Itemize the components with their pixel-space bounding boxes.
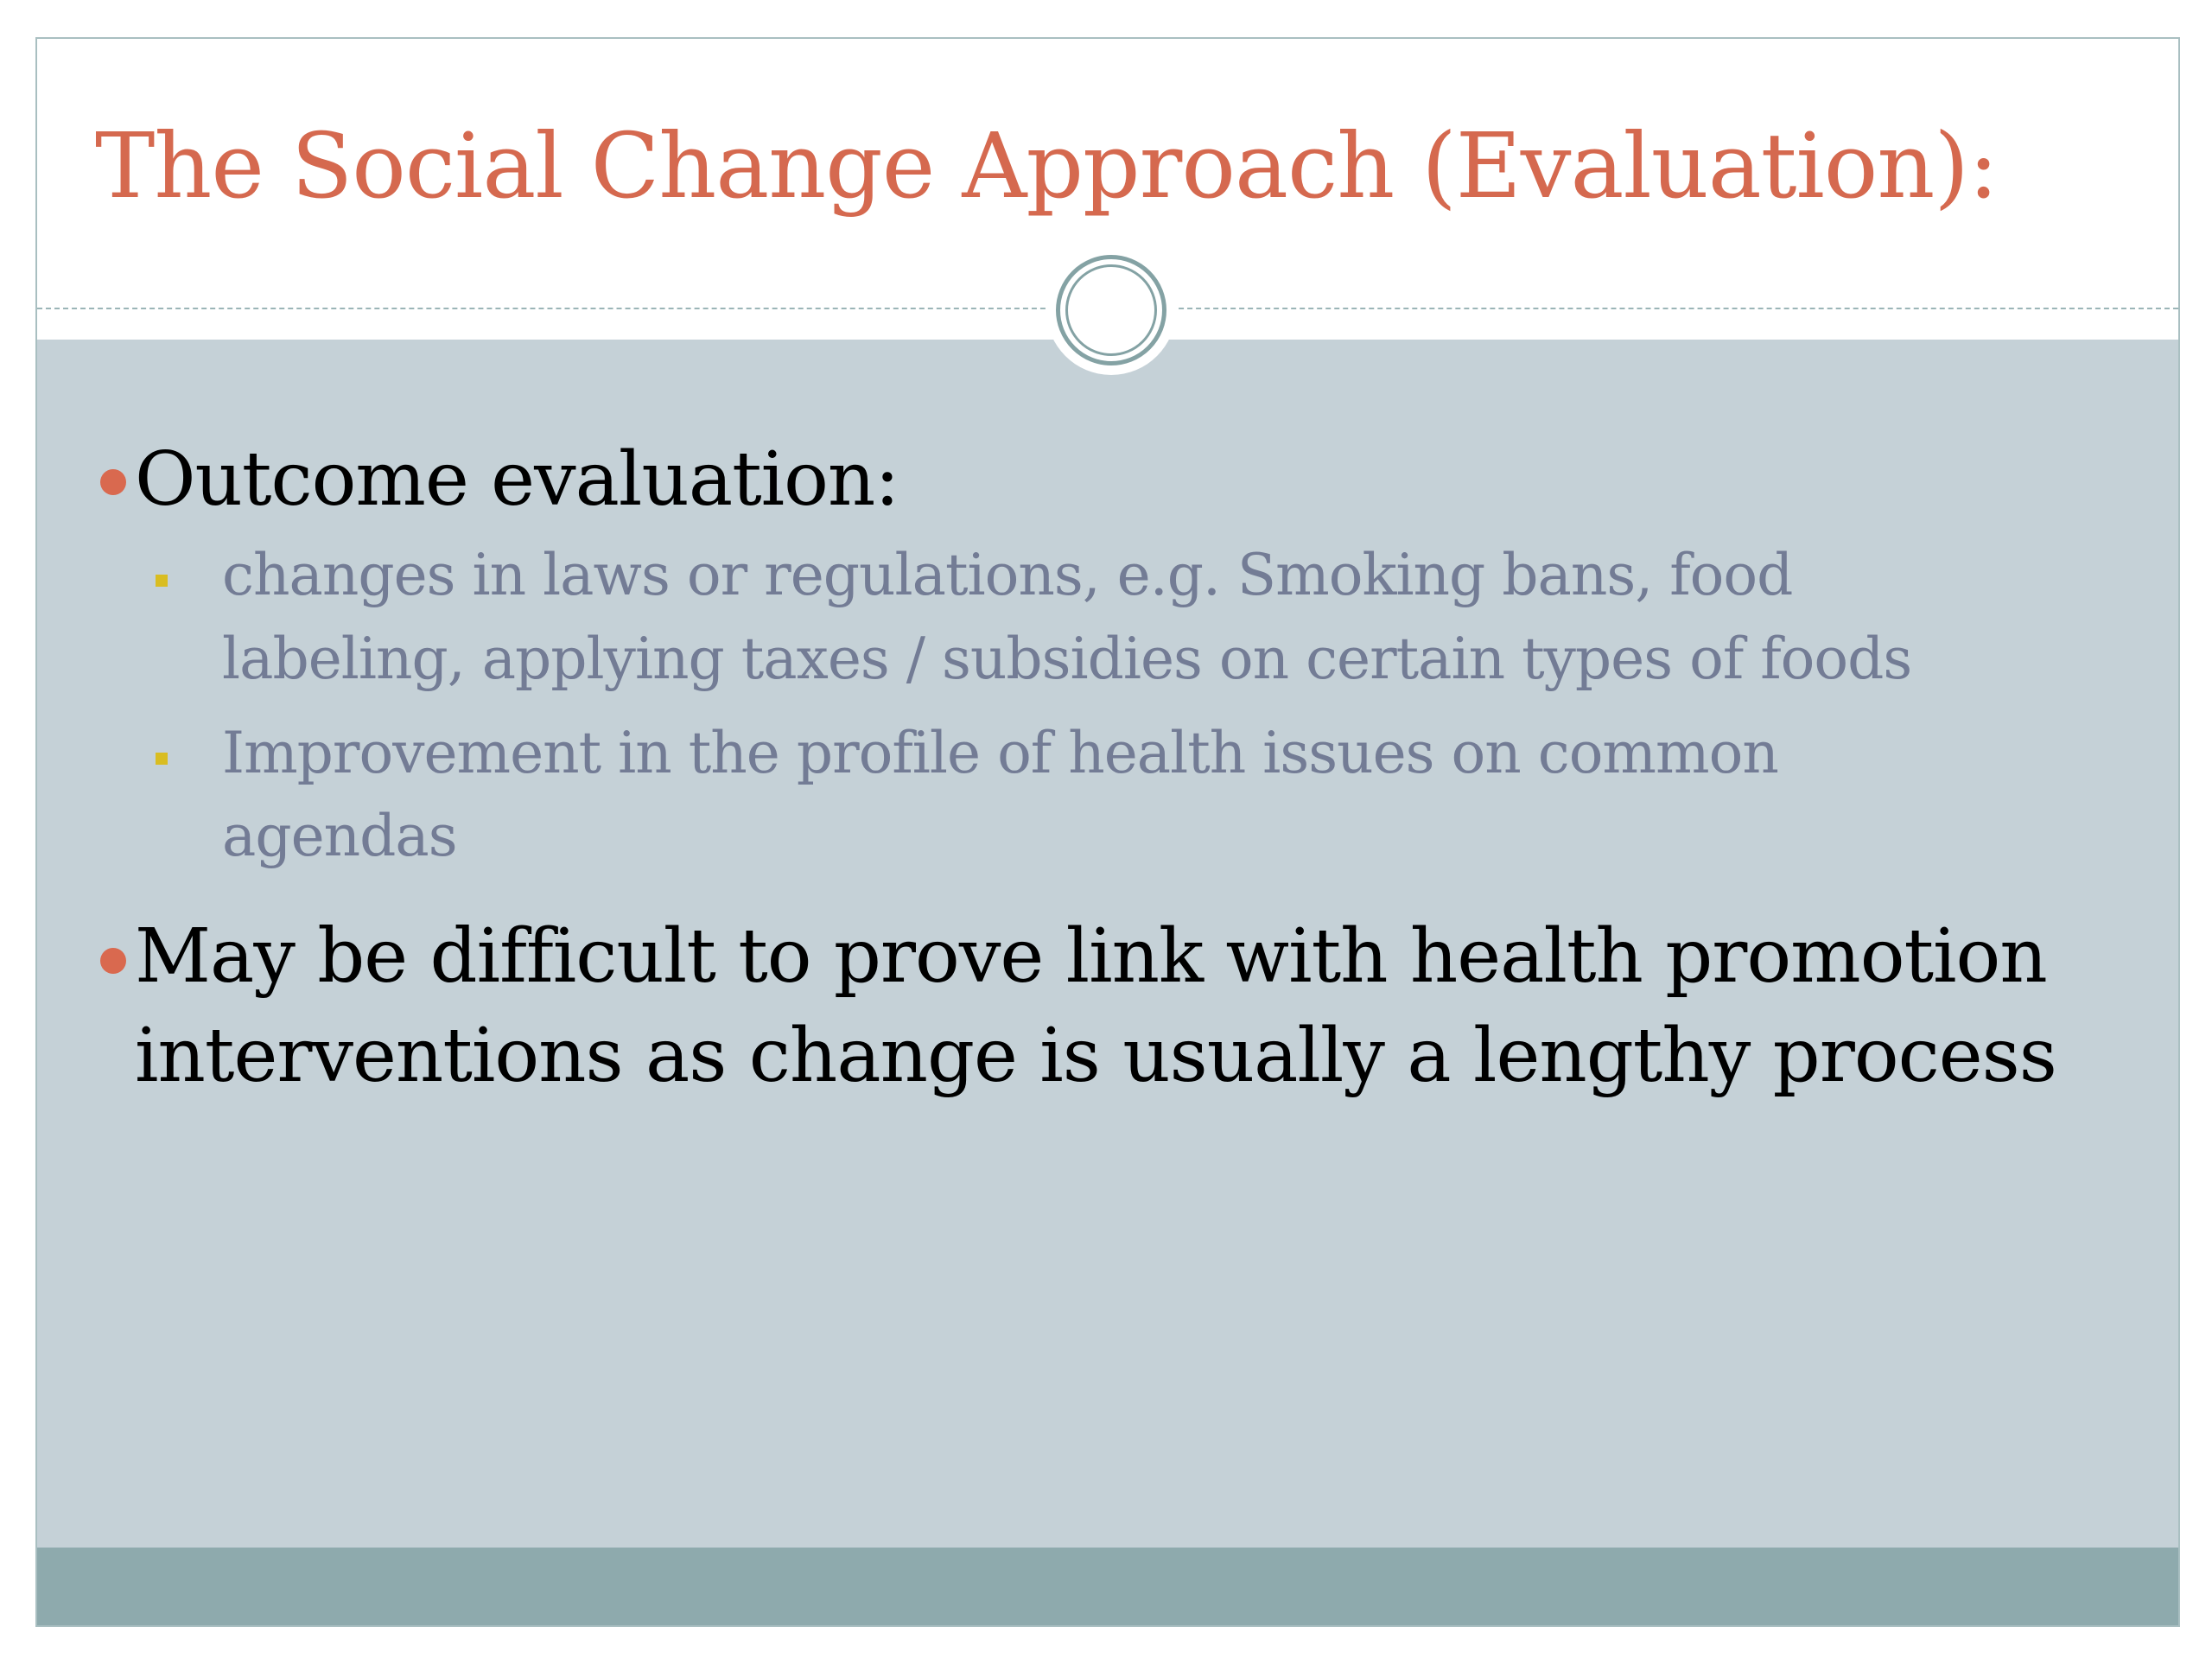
ornament-inner-ring: [1065, 264, 1157, 356]
sub-bullet-line: agendas: [222, 803, 457, 869]
sub-bullet-square-icon: [156, 753, 168, 765]
bullet-dot-icon: [100, 469, 126, 495]
slide-title: The Social Change Approach (Evaluation):: [95, 113, 1998, 219]
sub-bullet-line: labeling, applying taxes / subsidies on certain types of foods: [222, 626, 1912, 692]
slide: [35, 37, 2180, 1627]
sub-bullet-square-icon: [156, 575, 168, 587]
bullet-dot-icon: [100, 948, 126, 974]
sub-bullet-line: Improvement in the profile of health issues on common: [222, 720, 1778, 786]
bullet-line: May be difficult to prove link with health promotion: [135, 913, 2047, 1000]
double-ring-ornament-icon: [1056, 255, 1166, 365]
sub-bullet-line: changes in laws or regulations, e.g. Smoking bans, food: [222, 542, 1793, 608]
bullet-text: Outcome evaluation:: [135, 436, 899, 523]
bullet-line: interventions as change is usually a lengthy process: [135, 1013, 2056, 1099]
content-area: [37, 340, 2178, 1586]
footer-band: [37, 1548, 2178, 1625]
